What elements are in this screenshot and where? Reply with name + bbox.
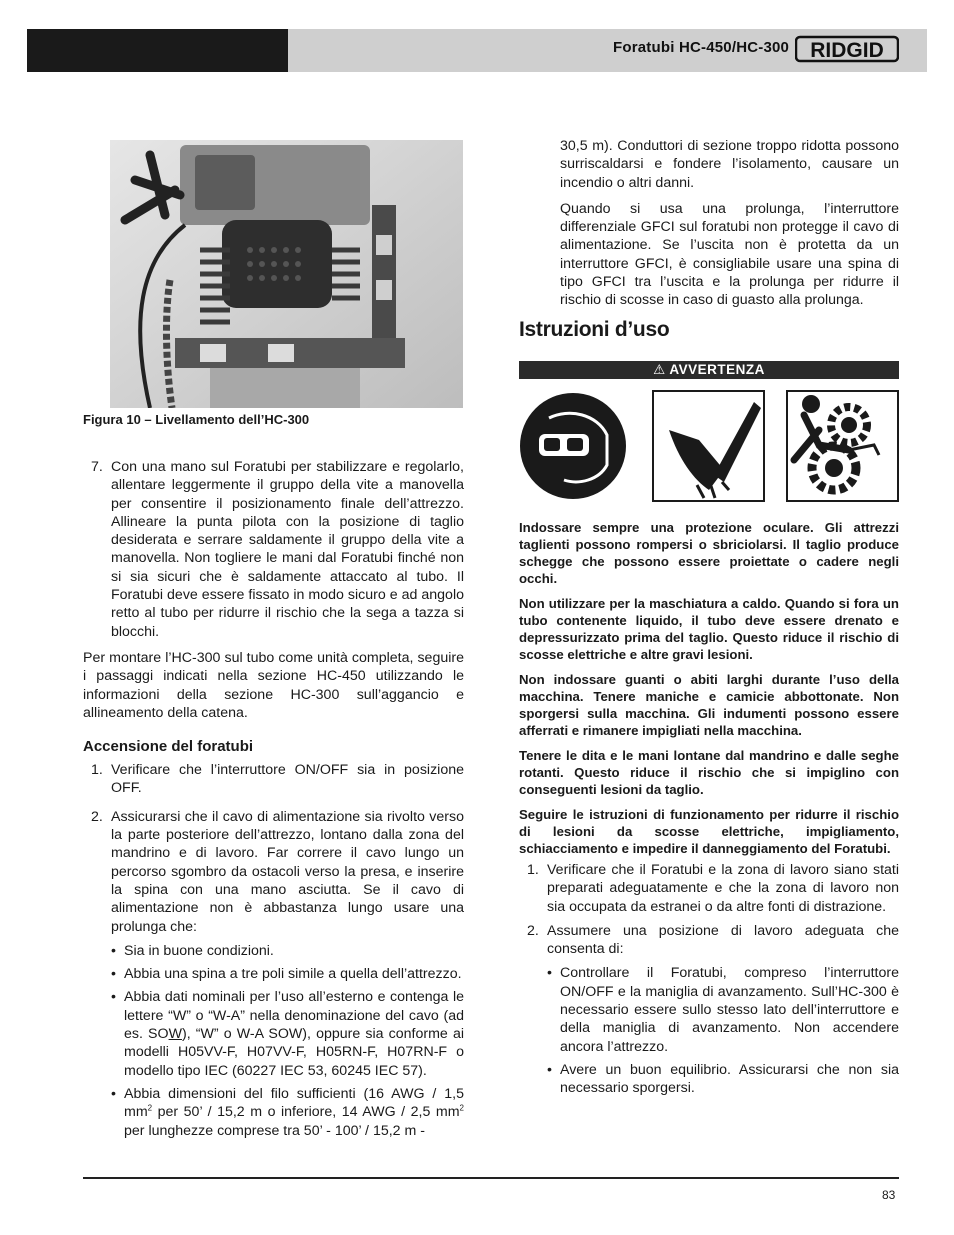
step-text: Con una mano sul Foratubi per stabilizzare e regolarlo, allentare leggermente il gruppo della vite a manovella per consentire il posizionamento finale dell’attrezzo. Allineare la punta pilota con la posizione di taglio desiderata e serrare saldamente il gruppo della vite a manovella. Non togliere le mani dal Foratubi finché non si sia sicuri che è saldamente attaccato al tubo. Il Foratubi deve essere fissato in modo sicuro e ad angolo retto al tubo per ridurre il rischio che la sega a tazza si blocchi. <box>111 459 464 640</box>
page-number: 83 <box>882 1188 896 1202</box>
entanglement-hazard-icon <box>787 391 898 501</box>
gfci-paragraph: Quando si usa una prolunga, l’interruttore differenziale GFCI sul foratubi non protegge il cavo di alimentazione. Se l’uscita non è protetta da un interruttore GFCI, è consigliabile usare una spina di tipo GFCI tra l’uscita e la prolunga per ridurre il rischio di scosse in caso di guasto alla prolunga. <box>560 200 899 309</box>
left-column <box>83 458 464 1145</box>
warnings-block <box>519 519 899 1103</box>
bullet-icon: • <box>111 966 116 983</box>
bullet-icon: • <box>111 942 116 959</box>
mount-paragraph: Per montare l’HC-300 sul tubo come unità completa, seguire i passaggi indicati nella sezione HC-450 utilizzando le informazioni della sezione HC-300 sull’aggancio e allineamento della catena. <box>83 649 464 721</box>
step-2 <box>83 808 464 936</box>
warning-banner <box>519 361 899 379</box>
warning-label: AVVERTENZA <box>669 362 765 377</box>
eye-protection-icon <box>520 393 626 499</box>
step-number: 1. <box>527 862 539 878</box>
step-2 <box>519 922 899 959</box>
figure-photo <box>110 140 463 408</box>
sub-heading: Accensione del foratubi <box>83 738 254 756</box>
ridgid-logo-text: RIDGID <box>810 39 884 62</box>
bullet-text: Abbia una spina a tre poli simile a quella dell’attrezzo. <box>124 966 462 983</box>
header-black-bar <box>27 29 288 72</box>
bullet-text-underlined: W <box>168 1026 182 1043</box>
bullet-icon: • <box>111 989 116 1006</box>
warning-fingers: Tenere le dita e le mani lontane dal mandrino e dalle seghe rotanti. Questo riduce il rischio che si impiglino con conseguenti lesioni da taglio. <box>519 748 899 797</box>
figure-caption: Figura 10 – Livellamento dell’HC-300 <box>83 412 310 427</box>
warning-hot-tap: Non utilizzare per la maschiatura a caldo. Quando si fora un tubo contenente liquido, il tubo deve essere drenato e depressurizzato prima del taglio. Questo riduce il rischio di scosse elettriche e altre gravi lesioni. <box>519 596 899 662</box>
bullet-item <box>83 942 464 960</box>
step-text: Assicurarsi che il cavo di alimentazione sia rivolto verso la parte posteriore dell’attrezzo, lontano dalla zona del mandrino e di lavoro. Far correre il cavo lungo un percorso sgombro da ostacoli verso la presa, e inserire la spina con una mano asciutta. Se il cavo di alimentazione non è abbastanza lungo usare una prolunga che: <box>111 808 464 935</box>
bullet-text-part: ), “W” o W-A SOW), oppure sia conforme ai modelli H05VV-F, H07VV-F, H05RN-F, H07RN-F o modello tipo IEC (60227 IEC 53, 60245 IEC 57). <box>124 1026 464 1079</box>
bullet-text-part: Abbia dati nominali per l’uso all’esterno e contenga le lettere “W” o “W-A” nella denominazione del cavo (ad es. SO <box>124 989 464 1043</box>
step-7 <box>83 458 464 641</box>
step-number: 2. <box>91 808 103 825</box>
bullet-text-part: per lunghezze comprese tra 50’ - 100’ / 15,2 m - <box>124 1122 425 1139</box>
bullet-text-part: Abbia dimensioni del filo sufficienti (16 AWG / 1,5 mm <box>124 1085 464 1121</box>
safety-icons <box>519 390 899 502</box>
bullet-item <box>519 1061 899 1098</box>
step-number: 7. <box>91 459 103 475</box>
bullet-icon: • <box>547 965 552 982</box>
bullet-item <box>83 965 464 983</box>
bullet-item <box>519 964 899 1055</box>
section-heading: Istruzioni d’uso <box>519 318 670 341</box>
warning-eye: Indossare sempre una protezione oculare. Gli attrezzi taglienti possono rompersi o sbriciolarsi. Il taglio produce schegge che possono essere proiettate o cadere negli occhi. <box>519 520 899 586</box>
bullet-icon: • <box>547 1061 552 1078</box>
superscript: 2 <box>459 1103 464 1113</box>
warning-clothing: Non indossare guanti o abiti larghi durante l’uso della macchina. Tenere maniche e camicie abbottonate. Non sporgersi sulla macchina. Gli indumenti possono essere afferrati e rimanere impigliati nella macchina. <box>519 672 899 738</box>
bullet-icon: • <box>111 1085 116 1102</box>
continued-paragraph: 30,5 m). Conduttori di sezione troppo ridotta possono surriscaldarsi e fondere l’isolamento, causare un incendio o altri danni. <box>560 138 899 191</box>
bullet-item <box>83 1085 464 1140</box>
warning-instructions: Seguire le istruzioni di funzionamento per ridurre il rischio di lesioni da scosse elettriche, impigliamento, schiacciamento e impedire il danneggiamento del Foratubi. <box>519 807 899 856</box>
right-column-top <box>519 137 899 310</box>
ridgid-logo <box>795 34 899 64</box>
bullet-item <box>83 988 464 1079</box>
step-text: Assumere una posizione di lavoro adeguata che consenta di: <box>547 922 899 958</box>
bullet-text <box>124 1086 464 1139</box>
bullet-text: Sia in buone condizioni. <box>124 942 274 959</box>
step-text: Verificare che l’interruttore ON/OFF sia in posizione OFF. <box>111 762 464 797</box>
step-number: 1. <box>91 762 103 779</box>
warning-triangle-icon: ⚠ <box>653 362 666 377</box>
cut-hazard-icon <box>653 391 764 501</box>
step-number: 2. <box>527 922 539 939</box>
bullet-text: Controllare il Foratubi, compreso l’interruttore ON/OFF e la maniglia di avanzamento. Sull’HC-300 è necessario essere sullo stesso lato dell’interruttore e della maniglia di avanzamento. Non accendere ancora l’attrezzo. <box>560 965 899 1055</box>
bullet-text-part: per 50’ / 15,2 m o inferiore, 14 AWG / 2,5 mm <box>152 1104 460 1121</box>
step-text: Verificare che il Foratubi e la zona di lavoro siano stati preparati adeguatamente e che la zona di lavoro non sia occupata da estranei o da altre fonti di distrazione. <box>547 862 899 915</box>
footer-rule <box>83 1177 899 1179</box>
bullet-text: Avere un buon equilibrio. Assicurarsi che non sia necessario sporgersi. <box>560 1061 899 1097</box>
step-1 <box>519 861 899 916</box>
step-1 <box>83 761 464 798</box>
header-title: Foratubi HC-450/HC-300 <box>613 39 790 56</box>
bullet-text <box>124 989 464 1078</box>
superscript: 2 <box>147 1103 153 1113</box>
